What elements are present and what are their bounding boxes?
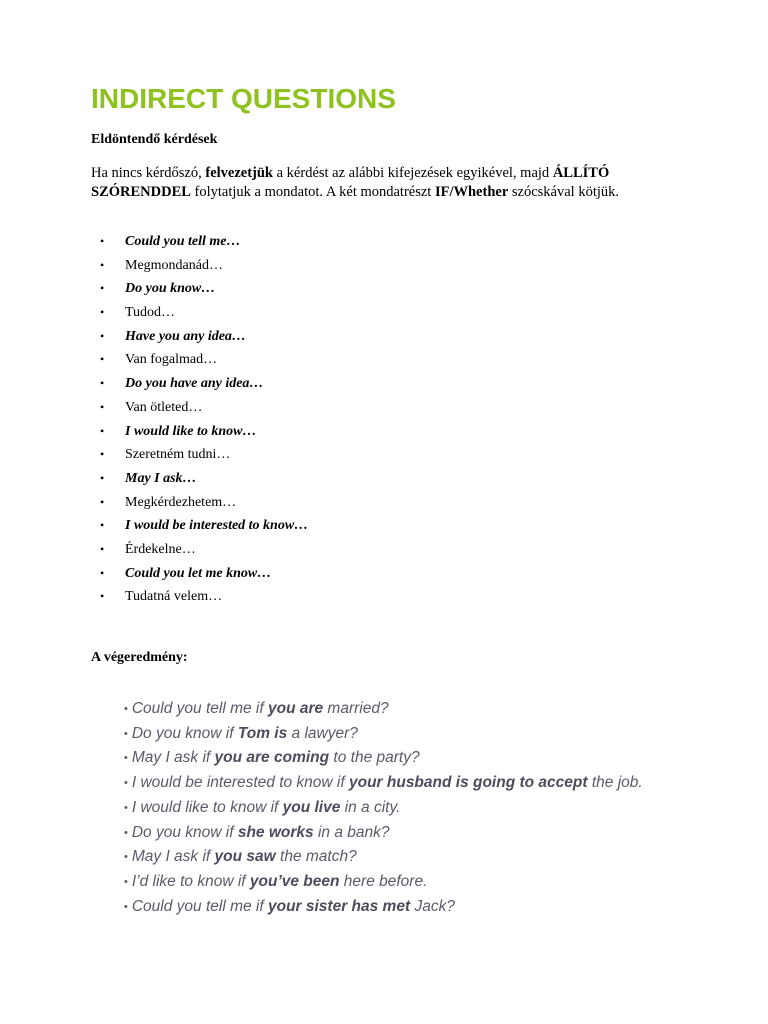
bullet-icon: •: [100, 234, 105, 248]
example-text: here before.: [339, 872, 428, 890]
example-text: married?: [323, 700, 389, 717]
example-item: [124, 845, 644, 870]
bullet-icon: •: [124, 703, 128, 715]
example-item: [124, 895, 644, 920]
example-highlight: you are: [267, 700, 324, 717]
phrase-text: Érdekelne…: [125, 541, 196, 557]
phrase-item: [97, 562, 308, 586]
example-highlight: you are coming: [214, 749, 330, 767]
example-highlight: she works: [237, 823, 314, 841]
phrase-text: Have you any idea…: [125, 328, 246, 344]
example-text: in a bank?: [313, 823, 390, 841]
bullet-icon: •: [100, 541, 105, 556]
phrase-text: Could you let me know…: [125, 565, 272, 581]
bullet-icon: •: [100, 305, 105, 320]
phrase-text: Megmondanád…: [125, 257, 223, 273]
example-item: [124, 771, 644, 796]
example-text: I would like to know if: [131, 798, 283, 816]
intro-bold-3: IF/Whether: [434, 184, 509, 200]
example-highlight: you’ve been: [249, 872, 340, 890]
example-highlight: Tom is: [237, 724, 288, 742]
bullet-icon: •: [100, 518, 105, 533]
bullet-icon: •: [100, 589, 105, 604]
example-highlight: you saw: [214, 848, 276, 866]
example-text: to the party?: [329, 749, 420, 767]
bullet-icon: •: [124, 727, 128, 740]
intro-text-2: a kérdést az alábbi kifejezések egyikével, majd: [273, 165, 553, 181]
example-highlight: your sister has met: [267, 897, 411, 915]
example-highlight: your husband is going to accept: [348, 774, 588, 792]
phrase-item: [97, 585, 308, 609]
example-text: a lawyer?: [287, 724, 358, 742]
phrase-item: [97, 230, 308, 254]
intro-bold-1: felvezetjük: [205, 165, 273, 181]
phrase-text: I would like to know…: [125, 423, 257, 439]
bullet-icon: •: [100, 281, 105, 296]
phrase-text: I would be interested to know…: [125, 518, 309, 534]
result-heading: A végeredmény:: [91, 650, 188, 665]
phrase-item: [97, 396, 308, 420]
bullet-icon: •: [100, 328, 105, 343]
bullet-icon: •: [124, 875, 128, 888]
example-text: the job.: [587, 774, 643, 792]
example-text: Do you know if: [131, 823, 238, 841]
example-text: the match?: [275, 848, 357, 866]
example-highlight: you live: [282, 798, 341, 816]
phrase-text: Do you know…: [125, 281, 216, 297]
bullet-icon: •: [100, 423, 105, 438]
bullet-icon: •: [124, 900, 128, 913]
phrase-text: Megkérdezhetem…: [125, 494, 237, 510]
example-list: [124, 697, 644, 919]
bullet-icon: •: [100, 494, 105, 509]
phrase-text: Tudatná velem…: [125, 589, 223, 605]
phrase-text: Van ötleted…: [125, 399, 203, 415]
bullet-icon: •: [100, 376, 105, 391]
bullet-icon: •: [100, 352, 105, 367]
example-item: [124, 796, 644, 821]
bullet-icon: •: [124, 777, 128, 790]
example-item: [124, 697, 644, 722]
phrase-item: [97, 538, 308, 562]
phrase-item: [97, 372, 308, 396]
phrase-item: [97, 348, 308, 372]
bullet-icon: •: [100, 565, 105, 580]
example-text: Could you tell me if: [131, 897, 268, 915]
bullet-icon: •: [100, 257, 105, 272]
example-text: May I ask if: [131, 749, 215, 767]
example-text: I’d like to know if: [131, 872, 250, 890]
example-text: in a city.: [340, 798, 401, 816]
phrase-item: [97, 514, 308, 538]
bullet-icon: •: [124, 752, 128, 765]
phrase-text: Van fogalmad…: [125, 352, 218, 368]
phrase-item: [97, 491, 308, 515]
example-text: Jack?: [410, 897, 455, 915]
example-text: May I ask if: [131, 848, 215, 866]
phrase-text: Could you tell me…: [125, 234, 241, 249]
intro-text-1: Ha nincs kérdőszó,: [91, 165, 206, 181]
bullet-icon: •: [124, 826, 128, 839]
intro-text-4: szócskával kötjük.: [508, 184, 620, 200]
phrase-item: [97, 420, 308, 444]
phrase-item: [97, 467, 308, 491]
section-subtitle: Eldöntendő kérdések: [91, 132, 218, 147]
bullet-icon: •: [100, 447, 105, 462]
phrase-item: [97, 443, 308, 467]
phrase-item: [97, 277, 308, 301]
example-text: I would be interested to know if: [131, 774, 349, 792]
example-text: Could you tell me if: [131, 700, 268, 717]
phrase-text: Szeretném tudni…: [125, 447, 231, 463]
example-item: [124, 821, 644, 846]
bullet-icon: •: [100, 470, 105, 485]
bullet-icon: •: [124, 801, 128, 814]
bullet-icon: •: [100, 399, 105, 414]
example-text: Do you know if: [131, 724, 238, 742]
intro-paragraph: [91, 164, 691, 202]
example-item: [124, 722, 644, 747]
phrase-item: [97, 254, 308, 278]
phrase-item: [97, 301, 308, 325]
example-item: [124, 746, 644, 771]
example-item: [124, 870, 644, 895]
bullet-icon: •: [124, 851, 128, 864]
phrase-text: Tudod…: [125, 305, 176, 321]
phrase-list: [97, 230, 308, 609]
intro-text-3: folytatjuk a mondatot. A két mondatrészt: [190, 184, 435, 200]
phrase-text: May I ask…: [125, 470, 197, 486]
phrase-item: [97, 325, 308, 349]
page-title: INDIRECT QUESTIONS: [91, 83, 396, 114]
intro-bold-2: ÁLLÍTÓ SZÓRENDDEL: [91, 165, 610, 200]
phrase-text: Do you have any idea…: [125, 376, 264, 392]
